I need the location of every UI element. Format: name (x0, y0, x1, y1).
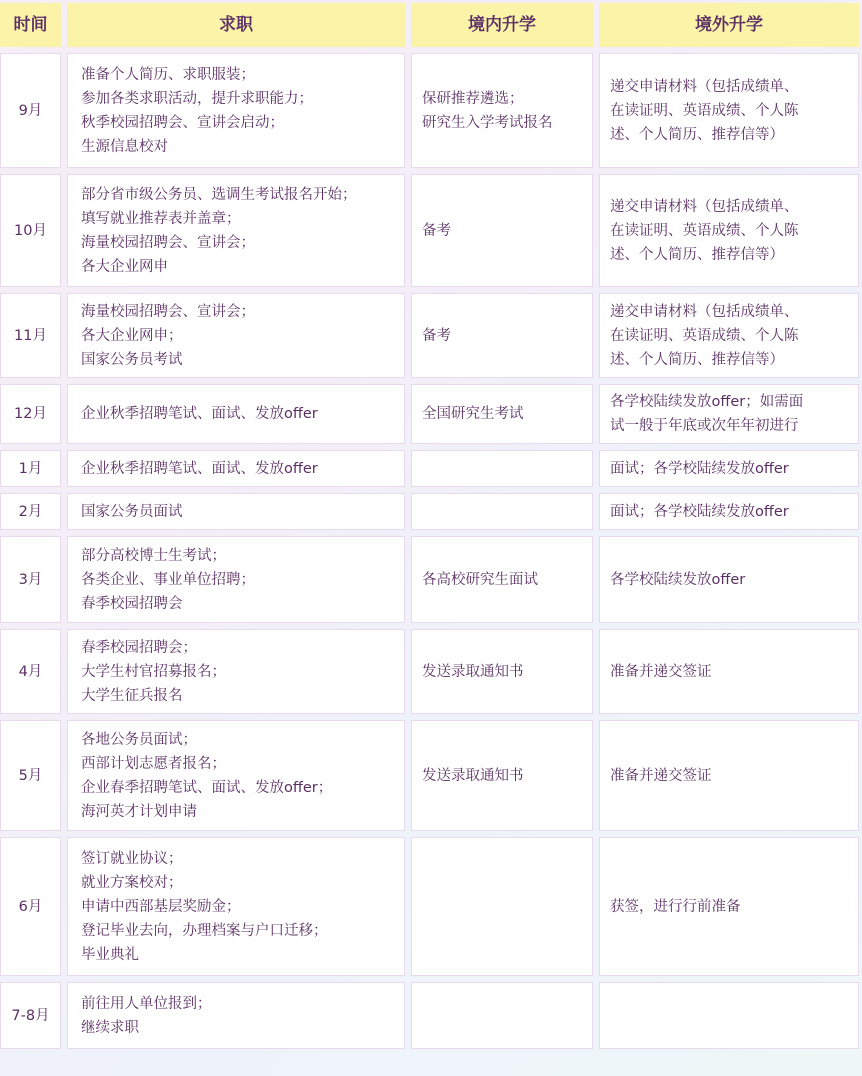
row-time: 11月 (0, 293, 61, 378)
row-abroad (599, 982, 859, 1049)
row-time: 5月 (0, 720, 61, 831)
row-time: 9月 (0, 53, 61, 168)
row-abroad: 面试；各学校陆续发放offer (599, 450, 859, 487)
row-time: 12月 (0, 384, 61, 444)
row-job: 前往用人单位报到； 继续求职 (67, 982, 405, 1049)
header-abroad: 境外升学 (599, 3, 859, 47)
row-abroad: 递交申请材料（包括成绩单、 在读证明、英语成绩、个人陈 述、个人简历、推荐信等） (599, 293, 859, 378)
row-domestic: 各高校研究生面试 (411, 536, 593, 623)
row-abroad: 准备并递交签证 (599, 720, 859, 831)
row-domestic: 保研推荐遴选； 研究生入学考试报名 (411, 53, 593, 168)
row-domestic: 备考 (411, 174, 593, 287)
row-time: 7-8月 (0, 982, 61, 1049)
row-domestic (411, 837, 593, 976)
row-domestic (411, 493, 593, 530)
row-time: 3月 (0, 536, 61, 623)
header-time: 时间 (0, 3, 61, 47)
row-abroad: 获签，进行行前准备 (599, 837, 859, 976)
row-time: 4月 (0, 629, 61, 714)
row-domestic (411, 982, 593, 1049)
row-domestic: 发送录取通知书 (411, 720, 593, 831)
row-abroad: 递交申请材料（包括成绩单、 在读证明、英语成绩、个人陈 述、个人简历、推荐信等） (599, 174, 859, 287)
row-abroad: 面试；各学校陆续发放offer (599, 493, 859, 530)
row-domestic: 发送录取通知书 (411, 629, 593, 714)
row-job: 国家公务员面试 (67, 493, 405, 530)
header-domestic: 境内升学 (411, 3, 593, 47)
row-job: 签订就业协议； 就业方案校对； 申请中西部基层奖励金； 登记毕业去向，办理档案与户口迁移； 毕业典礼 (67, 837, 405, 976)
row-job: 春季校园招聘会； 大学生村官招募报名； 大学生征兵报名 (67, 629, 405, 714)
row-abroad: 各学校陆续发放offer；如需面 试一般于年底或次年年初进行 (599, 384, 859, 444)
row-abroad: 各学校陆续发放offer (599, 536, 859, 623)
row-domestic (411, 450, 593, 487)
header-job: 求职 (67, 3, 405, 47)
row-job: 部分高校博士生考试； 各类企业、事业单位招聘； 春季校园招聘会 (67, 536, 405, 623)
row-job: 部分省市级公务员、选调生考试报名开始； 填写就业推荐表并盖章； 海量校园招聘会、宣讲会； 各大企业网申 (67, 174, 405, 287)
row-job: 海量校园招聘会、宣讲会； 各大企业网申； 国家公务员考试 (67, 293, 405, 378)
row-abroad: 准备并递交签证 (599, 629, 859, 714)
row-time: 10月 (0, 174, 61, 287)
row-domestic: 全国研究生考试 (411, 384, 593, 444)
row-time: 6月 (0, 837, 61, 976)
row-domestic: 备考 (411, 293, 593, 378)
row-time: 2月 (0, 493, 61, 530)
row-abroad: 递交申请材料（包括成绩单、 在读证明、英语成绩、个人陈 述、个人简历、推荐信等） (599, 53, 859, 168)
row-job: 企业秋季招聘笔试、面试、发放offer (67, 384, 405, 444)
row-job: 准备个人简历、求职服装； 参加各类求职活动，提升求职能力； 秋季校园招聘会、宣讲会启动； 生源信息校对 (67, 53, 405, 168)
row-job: 各地公务员面试； 西部计划志愿者报名； 企业春季招聘笔试、面试、发放offer； 海河英才计划申请 (67, 720, 405, 831)
row-job: 企业秋季招聘笔试、面试、发放offer (67, 450, 405, 487)
row-time: 1月 (0, 450, 61, 487)
